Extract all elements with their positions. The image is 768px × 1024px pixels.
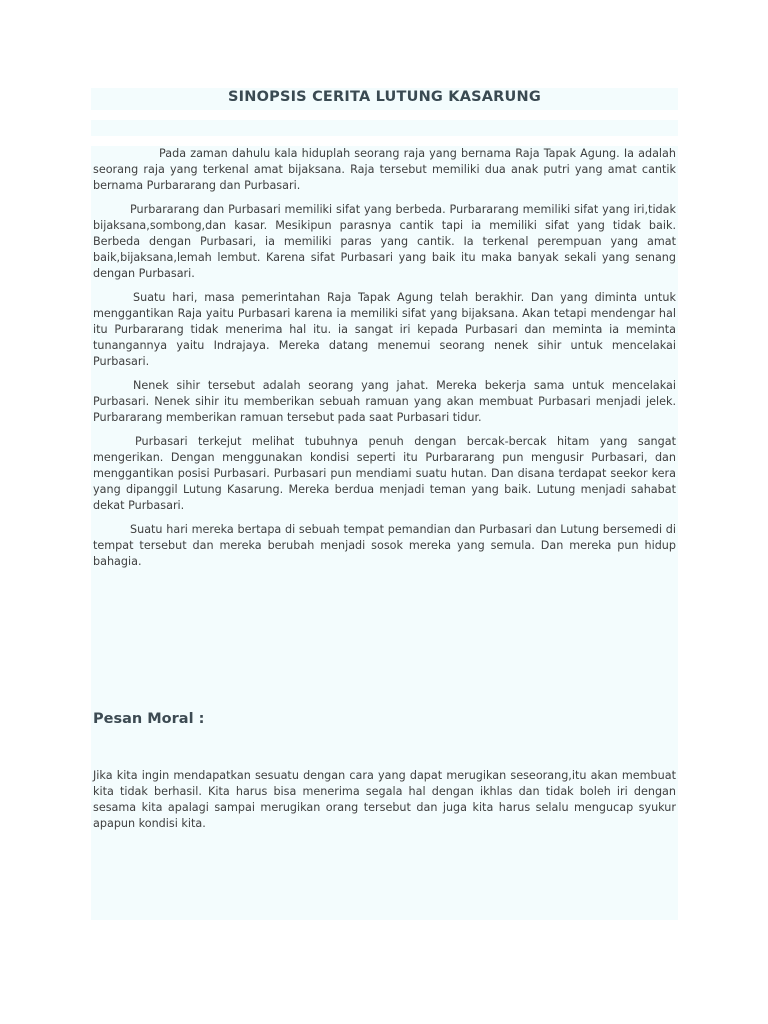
- moral-text: Jika kita ingin mendapatkan sesuatu dengan cara yang dapat merugikan seseorang,itu akan membuat kita tidak berhasil. Kita harus bisa menerima segala hal dengan ikhlas dan tidak boleh iri dengan sesama kita apalagi sampai merugikan orang tersebut dan juga kita harus selalu mengucap syukur apapun kondisi kita.: [93, 769, 676, 830]
- synopsis-body: [93, 146, 676, 578]
- spacer-highlight: [91, 120, 678, 136]
- paragraph-3: Suatu hari, masa pemerintahan Raja Tapak Agung telah berakhir. Dan yang diminta untuk menggantikan Raja yaitu Purbasari karena ia memiliki sifat yang bijaksana. Akan tetapi mendengar hal itu Purbararang tidak menerima hal itu. ia sangat iri kepada Purbasari dan meminta ia meminta tunangannya yaitu Indrajaya. Mereka datang menemui seorang nenek sihir untuk mencelakai Purbasari.: [93, 291, 676, 368]
- paragraph-4: Nenek sihir tersebut adalah seorang yang jahat. Mereka bekerja sama untuk mencelakai Purbasari. Nenek sihir itu memberikan sebuah ramuan yang akan membuat Purbasari menjadi jelek. Purbararang memberikan ramuan tersebut pada saat Purbasari tidur.: [93, 379, 676, 424]
- document-title: SINOPSIS CERITA LUTUNG KASARUNG: [228, 89, 541, 105]
- paragraph-2: Purbararang dan Purbasari memiliki sifat yang berbeda. Purbararang memiliki sifat yang iri,tidak bijaksana,sombong,dan kasar. Mesikipun parasnya cantik tapi ia memiliki sifat yang tidak baik. Berbeda dengan Purbasari, ia memiliki paras yang cantik. Ia terkenal perempuan yang amat baik,bijaksana,lemah lembut. Karena sifat Purbasari yang baik itu maka banyak sekali yang senang dengan Purbasari.: [93, 203, 676, 280]
- paragraph-1: Pada zaman dahulu kala hiduplah seorang raja yang bernama Raja Tapak Agung. Ia adalah seorang raja yang terkenal amat bijaksana. Raja tersebut memiliki dua anak putri yang amat cantik bernama Purbararang dan Purbasari.: [93, 147, 676, 192]
- paragraph-5: Purbasari terkejut melihat tubuhnya penuh dengan bercak-bercak hitam yang sangat mengerikan. Dengan menggunakan kondisi seperti itu Purbararang pun mengusir Purbasari, dan menggantikan posisi Purbasari. Purbasari pun mendiami suatu hutan. Dan disana terdapat seekor kera yang dipanggil Lutung Kasarung. Mereka berdua menjadi teman yang baik. Lutung menjadi sahabat dekat Purbasari.: [93, 435, 676, 512]
- moral-heading: Pesan Moral :: [93, 711, 205, 727]
- paragraph-6: Suatu hari mereka bertapa di sebuah tempat pemandian dan Purbasari dan Lutung bersemedi di tempat tersebut dan mereka berubah menjadi sosok mereka yang semula. Dan mereka pun hidup bahagia.: [93, 523, 676, 568]
